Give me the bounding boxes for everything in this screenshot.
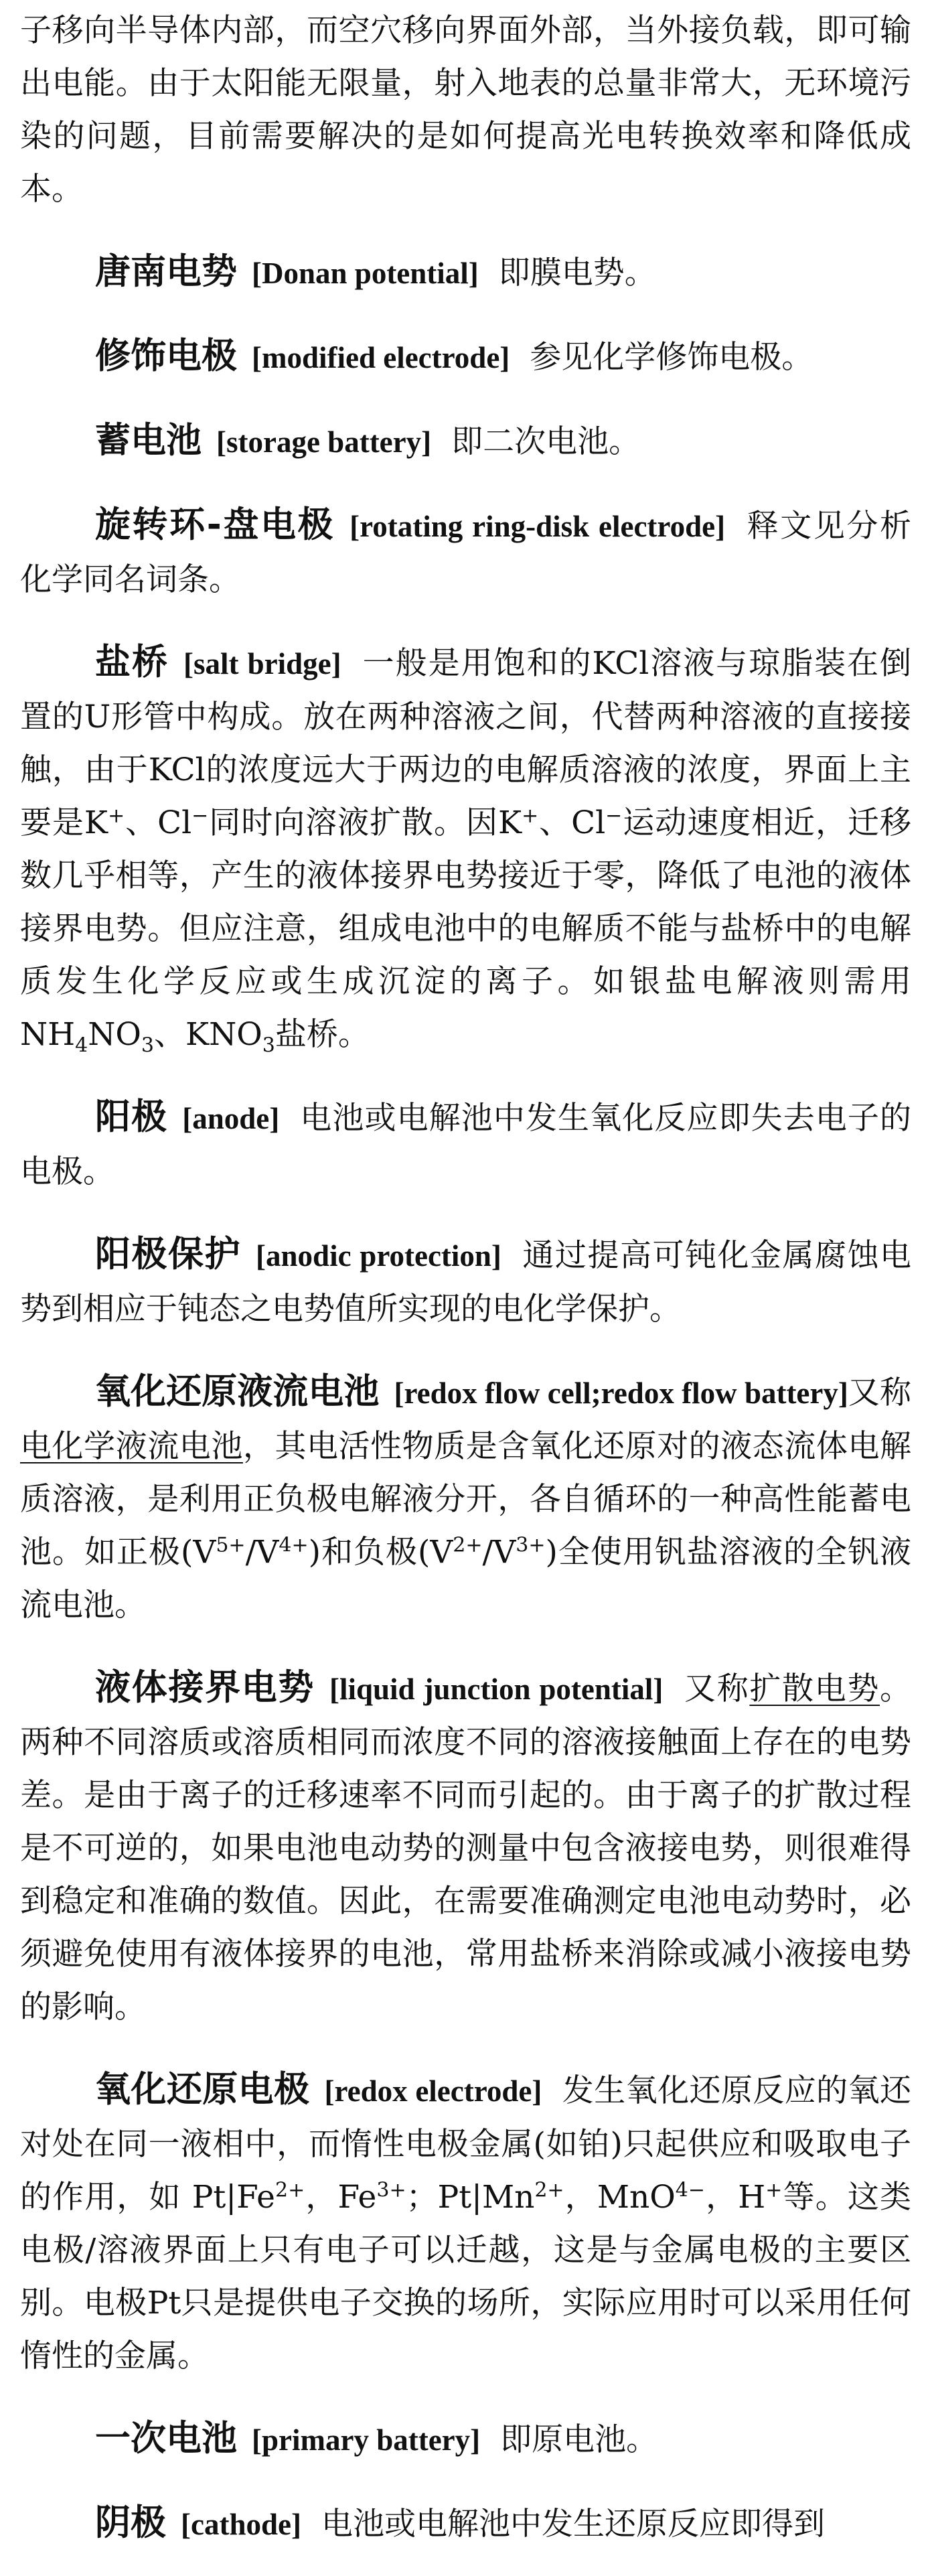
entry-term: 旋转环-盘电极 (95, 504, 335, 545)
superscript: + (522, 804, 539, 828)
entry-term: 蓄电池 (95, 420, 202, 461)
entry-english-term: [redox flow cell;redox flow battery] (394, 1376, 848, 1410)
entry-english-term: [salt bridge] (183, 647, 341, 681)
entry-definition: ；Pt|Mn (406, 2179, 535, 2216)
entry-definition: 即膜电势。 (498, 255, 656, 291)
entry-english-term: [liquid junction potential] (329, 1672, 664, 1706)
entry-english-term: [modified electrode] (252, 341, 510, 374)
entry-definition: 同时向溶液扩散。因K (208, 804, 522, 841)
entry-english-term: [cathode] (181, 2508, 301, 2541)
cross-reference-link[interactable]: 电化学液流电池 (20, 1428, 243, 1465)
entry-definition: ，MnO (564, 2179, 676, 2216)
subscript: 4 (75, 1033, 88, 1058)
entry-definition: ，H (705, 2179, 766, 2216)
entry-definition: 。两种不同溶质或溶质相同而浓度不同的溶液接触面上存在的电势差。是由于离子的迁移速率不同而引起的。由于离子的扩散过程是不可逆的，如果电池电动势的测量中包含液接电势，则很难得到稳定和准确的数值。因此，在需要准确测定电池电动势时，必须避免使用有液体接界的电池，常用盐桥来消除或减小液接电势的影响。 (20, 1670, 912, 2025)
entry-definition: 即二次电池。 (451, 423, 641, 460)
subscript: 3 (141, 1033, 154, 1058)
entry-english-term: [Donan potential] (252, 257, 479, 290)
entry-definition: 又称 (683, 1670, 750, 1707)
entry-term: 一次电池 (95, 2418, 237, 2459)
entry-english-term: [redox electrode] (324, 2074, 542, 2108)
entry-term: 液体接界电势 (95, 1667, 315, 1708)
superscript: 4− (675, 2178, 706, 2202)
superscript: 2+ (275, 2178, 305, 2202)
entry-definition: )和负极(V (308, 1534, 453, 1571)
entry-english-term: [rotating ring-disk electrode] (350, 510, 726, 543)
entry-redox-electrode (20, 2063, 911, 2382)
entry-term: 氧化还原电极 (95, 2069, 310, 2110)
entry-definition: 一般是用饱和的KCl溶液与琼脂装在倒置的U形管中构成。放在两种溶液之间，代替两种溶液的直接接触，由于KCl的浓度远大于两边的电解质溶液的浓度，界面上主要是K (20, 645, 912, 841)
entry-definition: 参见化学修饰电极。 (530, 339, 813, 376)
entry-definition: /V (482, 1534, 516, 1571)
superscript: 5+ (216, 1533, 246, 1557)
superscript: 2+ (453, 1533, 483, 1557)
entry-definition: 电池或电解池中发生氧化反应即失去电子的电极。 (20, 1100, 912, 1190)
entry-term: 盐桥 (95, 642, 169, 683)
entry-salt-bridge (20, 636, 911, 1061)
entry-definition: 运动速度相近，迁移数几乎相等，产生的液体接界电势接近于零，降低了电池的液体接界电势。但应注意，组成电池中的电解质不能与盐桥中的电解质发生化学反应或生成沉淀的离子。如银盐电解液则需用NH (20, 804, 912, 1053)
entry-english-term: [anodic protection] (256, 1239, 501, 1273)
subscript: 3 (262, 1033, 275, 1058)
entry-primary-battery (20, 2412, 911, 2467)
entry-definition: 通过提高可钝化金属腐蚀电势到相应于钝态之电势值所实现的电化学保护。 (20, 1237, 911, 1328)
entry-rotating-ring-disk-electrode (20, 498, 911, 606)
entry-term: 阴极 (95, 2502, 166, 2543)
entry-donan-potential (20, 245, 911, 300)
entry-definition: 、KNO (153, 1016, 262, 1053)
entry-cathode (20, 2496, 911, 2551)
entry-definition: 释文见分析化学同名词条。 (20, 508, 912, 598)
entry-english-term: [anode] (182, 1102, 280, 1135)
superscript: − (605, 804, 623, 828)
entry-term: 修饰电极 (95, 336, 237, 376)
entry-english-term: [primary battery] (252, 2423, 481, 2457)
entry-definition: 等。这类电极/溶液界面上只有电子可以迁越，这是与金属电极的主要区别。电极Pt只是提供电子交换的场所，实际应用时可以采用任何惰性的金属。 (20, 2179, 911, 2374)
entry-anodic-protection (20, 1228, 911, 1336)
superscript: 2+ (534, 2178, 564, 2202)
superscript: − (191, 804, 209, 828)
entry-definition: )全使用钒盐溶液的全钒液流电池。 (20, 1534, 911, 1624)
entry-term: 唐南电势 (95, 251, 237, 292)
entry-modified-electrode (20, 330, 911, 384)
superscript: + (108, 804, 125, 828)
superscript: 4+ (279, 1533, 309, 1557)
entry-definition: 、Cl (538, 804, 606, 841)
cross-reference-link[interactable]: 扩散电势 (749, 1670, 880, 1707)
intro-paragraph: 子移向半导体内部，而空穴移向界面外部，当外接负载，即可输出电能。由于太阳能无限量，射入地表的总量非常大，无环境污染的问题，目前需要解决的是如何提高光电转换效率和降低成本。 (20, 12, 911, 208)
entry-redox-flow-cell (20, 1365, 911, 1632)
entry-term: 阳极保护 (95, 1234, 242, 1275)
superscript: + (765, 2178, 783, 2202)
entry-english-term: [storage battery] (216, 425, 432, 459)
entry-definition: /V (245, 1534, 279, 1571)
entry-definition: 又称 (848, 1374, 911, 1411)
superscript: 3+ (376, 2178, 406, 2202)
entry-storage-battery (20, 414, 911, 469)
entry-definition: 发生氧化还原反应的氧还对处在同一液相中，而惰性电极金属(如铂)只起供应和吸取电子的作用，如 Pt|Fe (20, 2072, 912, 2216)
superscript: 3+ (516, 1533, 546, 1557)
entry-term: 阳极 (95, 1096, 168, 1137)
entry-definition: 盐桥。 (275, 1016, 370, 1053)
entry-liquid-junction-potential (20, 1661, 911, 2033)
entry-anode (20, 1090, 911, 1198)
entry-definition: 即原电池。 (500, 2421, 658, 2458)
entry-definition: ，Fe (305, 2179, 377, 2216)
entry-term: 氧化还原液流电池 (95, 1371, 380, 1412)
entry-definition: ，其电活性物质是含氧化还原对的液态流体电解质溶液，是利用正负极电解液分开，各自循环的一种高性能蓄电池。如正极(V (20, 1428, 912, 1571)
entry-definition: NO (88, 1016, 141, 1053)
entry-definition: 电池或电解池中发生还原反应即得到 (321, 2506, 825, 2543)
entry-definition: 、Cl (125, 804, 192, 841)
